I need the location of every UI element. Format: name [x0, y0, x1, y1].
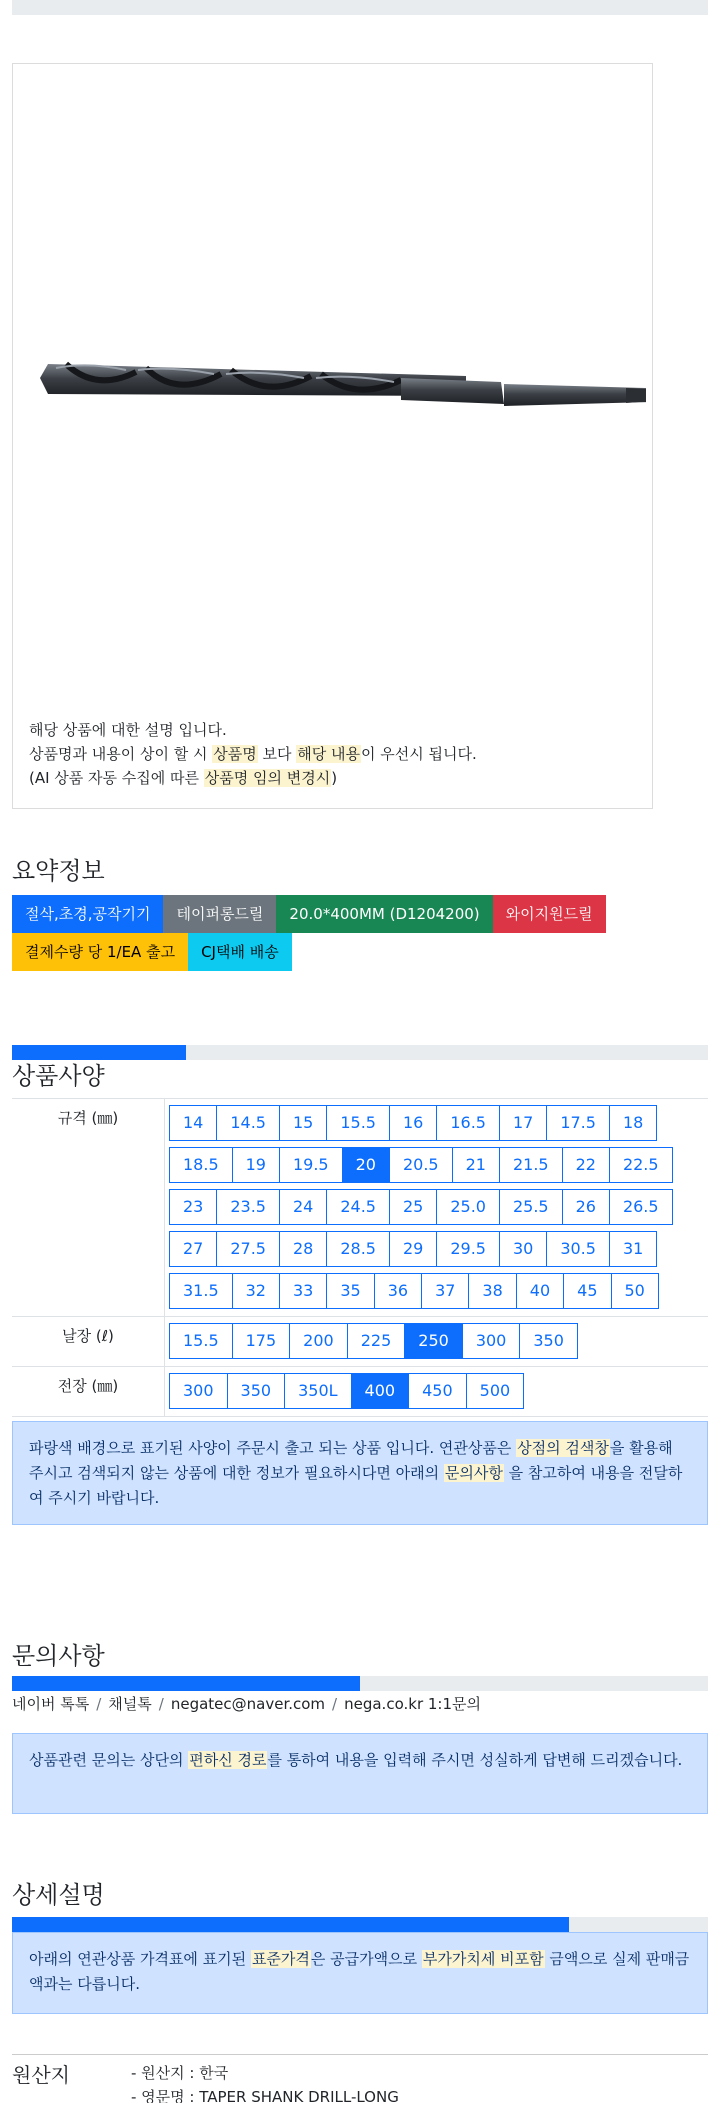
- summary-badge: 테이퍼롱드릴: [163, 895, 276, 933]
- badge-row: [12, 895, 652, 933]
- badge-row: [12, 933, 652, 971]
- contact-channel-link[interactable]: 네이버 톡톡: [12, 1695, 90, 1713]
- spec-option-button[interactable]: 300: [462, 1323, 521, 1359]
- taper-shank-drill-image: [26, 314, 646, 434]
- contact-channels: [12, 1693, 481, 1714]
- spec-option-button[interactable]: 40: [516, 1273, 564, 1309]
- separator: /: [158, 1695, 164, 1713]
- description-text: 상품명과 내용이 상이 할 시: [29, 745, 213, 763]
- spec-option-button[interactable]: 20.5: [389, 1147, 453, 1183]
- spec-option-button[interactable]: 16.5: [436, 1105, 500, 1141]
- description-line-3: [29, 766, 477, 790]
- description-line-1: 해당 상품에 대한 설명 입니다.: [29, 721, 227, 739]
- notice-text: 은 공급가액으로: [310, 1950, 422, 1968]
- spec-option-button[interactable]: 30: [499, 1231, 547, 1267]
- separator: /: [96, 1695, 102, 1713]
- spec-option-button[interactable]: 17.5: [546, 1105, 610, 1141]
- spec-options: [164, 1099, 708, 1316]
- description-text: ): [331, 769, 338, 787]
- origin-english-name: - 영문명 : TAPER SHANK DRILL-LONG: [131, 2088, 399, 2103]
- detail-title: 상세설명: [12, 1881, 105, 1909]
- origin-info: [131, 2061, 399, 2103]
- spec-option-button[interactable]: 30.5: [546, 1231, 610, 1267]
- spec-option-button[interactable]: 300: [169, 1373, 228, 1409]
- spec-option-button[interactable]: 450: [408, 1373, 467, 1409]
- spec-option-button[interactable]: 29: [389, 1231, 437, 1267]
- spec-options: [164, 1317, 708, 1366]
- spec-option-button[interactable]: 50: [611, 1273, 659, 1309]
- highlight-standard-price: 표준가격: [251, 1950, 310, 1968]
- spec-option-button[interactable]: 16: [389, 1105, 437, 1141]
- spec-option-button[interactable]: 21.5: [499, 1147, 563, 1183]
- summary-badge: CJ택배 배송: [188, 933, 292, 971]
- origin-country: - 원산지 : 한국: [131, 2064, 229, 2082]
- spec-option-button[interactable]: 28.5: [326, 1231, 390, 1267]
- spec-option-button[interactable]: 27: [169, 1231, 217, 1267]
- highlight-search: 상점의 검색창: [517, 1439, 609, 1457]
- description-line-2: [29, 742, 477, 766]
- inquiry-progress: [12, 1676, 708, 1691]
- detail-progress: [12, 1917, 708, 1932]
- highlight-name-change: 상품명 임의 변경시: [204, 769, 331, 787]
- spec-option-button[interactable]: 350: [519, 1323, 578, 1359]
- spec-options: [164, 1367, 708, 1416]
- spec-option-button[interactable]: 17: [499, 1105, 547, 1141]
- spec-option-button[interactable]: 28: [279, 1231, 327, 1267]
- separator: /: [332, 1695, 338, 1713]
- spec-option-button[interactable]: 15.5: [169, 1323, 233, 1359]
- notice-text: 상품관련 문의는 상단의: [29, 1751, 189, 1769]
- summary-title: 요약정보: [12, 857, 105, 885]
- spec-option-button[interactable]: 26: [562, 1189, 610, 1225]
- top-progress-strip: [12, 0, 708, 15]
- inquiry-notice: [12, 1733, 708, 1814]
- spec-label: 규격 (㎜): [57, 1109, 119, 1127]
- spec-option-button[interactable]: 500: [466, 1373, 525, 1409]
- contact-channel-link[interactable]: negatec@naver.com: [170, 1695, 326, 1713]
- spec-option-button[interactable]: 23.5: [216, 1189, 280, 1225]
- spec-row: [12, 1317, 708, 1367]
- spec-row: [12, 1099, 708, 1317]
- description-text: 이 우선시 됩니다.: [360, 745, 477, 763]
- summary-badge: 절삭,초경,공작기기: [12, 895, 163, 933]
- product-image-box: [12, 63, 653, 809]
- inquiry-progress-fill: [12, 1676, 360, 1691]
- summary-badge: 20.0*400MM (D1204200): [276, 895, 492, 933]
- notice-text: 을 활용해 주시고 검색되지 않는 상품에 대한 정보가 필요하시다면 아래의: [29, 1439, 673, 1482]
- spec-option-button[interactable]: 21: [452, 1147, 500, 1183]
- detail-progress-fill: [12, 1917, 569, 1932]
- spec-option-button[interactable]: 225: [347, 1323, 406, 1359]
- spec-option-button[interactable]: 37: [421, 1273, 469, 1309]
- spec-option-button[interactable]: 31.5: [169, 1273, 233, 1309]
- notice-text: 를 통하여 내용을 입력해 주시면 성실하게 답변해 드리겠습니다.: [267, 1751, 683, 1769]
- spec-option-button[interactable]: 25.5: [499, 1189, 563, 1225]
- spec-option-button[interactable]: 25.0: [436, 1189, 500, 1225]
- origin-section: [12, 2054, 708, 2103]
- notice-text: 금액으로 실제 판매금액과는 다릅니다.: [29, 1950, 690, 1993]
- spec-option-button[interactable]: 27.5: [216, 1231, 280, 1267]
- spec-option-button[interactable]: 18.5: [169, 1147, 233, 1183]
- spec-option-button[interactable]: 23: [169, 1189, 217, 1225]
- notice-text: 파랑색 배경으로 표기된 사양이 주문시 출고 되는 상품 입니다. 연관상품은: [29, 1439, 517, 1457]
- summary-badge: 결제수량 당 1/EA 출고: [12, 933, 188, 971]
- spec-option-button[interactable]: 14: [169, 1105, 217, 1141]
- spec-option-button[interactable]: 29.5: [436, 1231, 500, 1267]
- summary-badge: 와이지원드릴: [493, 895, 606, 933]
- notice-text: 아래의 연관상품 가격표에 표기된: [29, 1950, 251, 1968]
- inquiry-title: 문의사항: [12, 1642, 105, 1670]
- spec-option-button[interactable]: 31: [609, 1231, 657, 1267]
- spec-title: 상품사양: [12, 1062, 105, 1090]
- spec-option-button[interactable]: 25: [389, 1189, 437, 1225]
- spec-option-button[interactable]: 24: [279, 1189, 327, 1225]
- highlight-content: 해당 내용: [297, 745, 360, 763]
- spec-option-button[interactable]: 45: [563, 1273, 611, 1309]
- spec-option-button[interactable]: 38: [468, 1273, 516, 1309]
- highlight-inquiry: 문의사항: [444, 1464, 503, 1482]
- spec-option-button[interactable]: 32: [232, 1273, 280, 1309]
- spec-notice: [12, 1421, 708, 1525]
- spec-option-button[interactable]: 22.5: [609, 1147, 673, 1183]
- spec-option-button[interactable]: 15: [279, 1105, 327, 1141]
- spec-option-button[interactable]: 14.5: [216, 1105, 280, 1141]
- spec-option-button[interactable]: 22: [562, 1147, 610, 1183]
- spec-label: 날장 (ℓ): [62, 1327, 114, 1345]
- spec-option-button[interactable]: 250: [404, 1323, 463, 1359]
- description-text: 보다: [257, 745, 297, 763]
- spec-option-button[interactable]: 26.5: [609, 1189, 673, 1225]
- spec-option-button[interactable]: 20: [342, 1147, 390, 1183]
- spec-option-button[interactable]: 15.5: [326, 1105, 390, 1141]
- spec-option-button[interactable]: 33: [279, 1273, 327, 1309]
- spec-option-button[interactable]: 24.5: [326, 1189, 390, 1225]
- contact-channel-link[interactable]: nega.co.kr 1:1문의: [344, 1695, 481, 1713]
- spec-option-button[interactable]: 200: [289, 1323, 348, 1359]
- notice-text: 을 참고하여 내용을 전달하여 주시기 바랍니다.: [29, 1464, 683, 1507]
- spec-table: [12, 1098, 708, 1417]
- highlight-route: 편하신 경로: [189, 1751, 267, 1769]
- spec-option-button[interactable]: 350: [227, 1373, 286, 1409]
- spec-row: [12, 1367, 708, 1417]
- spec-option-button[interactable]: 19.5: [279, 1147, 343, 1183]
- spec-option-button[interactable]: 36: [374, 1273, 422, 1309]
- spec-option-button[interactable]: 350L: [284, 1373, 351, 1409]
- highlight-vat-excluded: 부가가치세 비포함: [422, 1950, 544, 1968]
- spec-option-button[interactable]: 19: [232, 1147, 280, 1183]
- spec-option-button[interactable]: 35: [326, 1273, 374, 1309]
- origin-title: 원산지: [12, 2063, 70, 2087]
- highlight-product-name: 상품명: [213, 745, 257, 763]
- description-text: (AI 상품 자동 수집에 따른: [29, 769, 204, 787]
- spec-option-button[interactable]: 400: [351, 1373, 410, 1409]
- detail-notice: [12, 1932, 708, 2014]
- spec-option-button[interactable]: 175: [232, 1323, 291, 1359]
- summary-badges: [12, 895, 652, 971]
- spec-progress: [12, 1045, 708, 1060]
- contact-channel-link[interactable]: 채널톡: [108, 1695, 152, 1713]
- product-description: [29, 718, 477, 790]
- spec-option-button[interactable]: 18: [609, 1105, 657, 1141]
- spec-label: 전장 (㎜): [57, 1377, 119, 1395]
